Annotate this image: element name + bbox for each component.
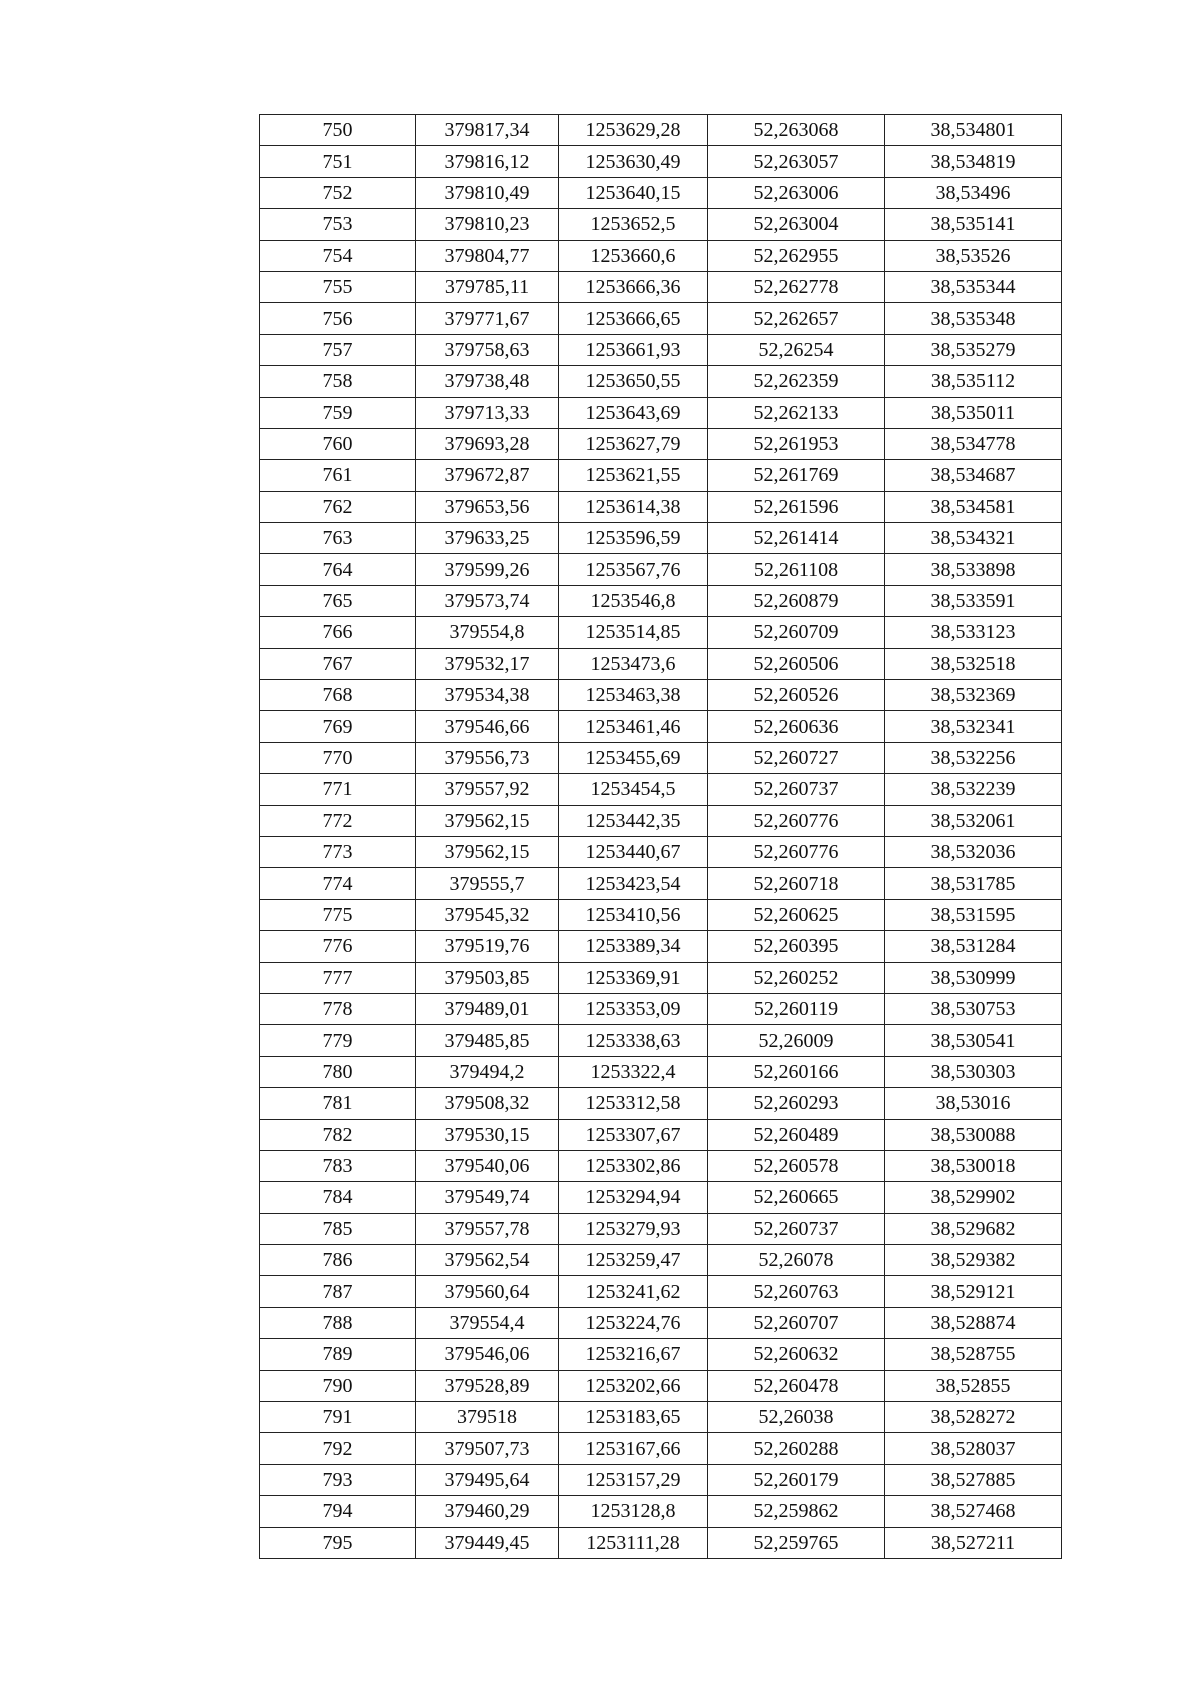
table-row [260, 1245, 1062, 1276]
point-number-cell: 788 [260, 1307, 416, 1338]
table-row [260, 1464, 1062, 1495]
latitude-cell: 52,260478 [708, 1370, 885, 1401]
table-row [260, 962, 1062, 993]
y-coordinate-cell: 1253643,69 [559, 397, 708, 428]
x-coordinate-cell: 379599,26 [416, 554, 559, 585]
y-coordinate-cell: 1253410,56 [559, 899, 708, 930]
y-coordinate-cell: 1253461,46 [559, 711, 708, 742]
latitude-cell: 52,261953 [708, 428, 885, 459]
point-number-cell: 780 [260, 1056, 416, 1087]
point-number-cell: 758 [260, 366, 416, 397]
x-coordinate-cell: 379530,15 [416, 1119, 559, 1150]
point-number-cell: 763 [260, 523, 416, 554]
longitude-cell: 38,534778 [885, 428, 1062, 459]
longitude-cell: 38,533898 [885, 554, 1062, 585]
x-coordinate-cell: 379817,34 [416, 115, 559, 146]
table-row [260, 334, 1062, 365]
latitude-cell: 52,260489 [708, 1119, 885, 1150]
y-coordinate-cell: 1253666,65 [559, 303, 708, 334]
table-row [260, 1370, 1062, 1401]
latitude-cell: 52,260179 [708, 1464, 885, 1495]
latitude-cell: 52,260166 [708, 1056, 885, 1087]
latitude-cell: 52,260707 [708, 1307, 885, 1338]
longitude-cell: 38,531284 [885, 931, 1062, 962]
point-number-cell: 789 [260, 1339, 416, 1370]
longitude-cell: 38,531595 [885, 899, 1062, 930]
table-row [260, 1276, 1062, 1307]
table-row [260, 523, 1062, 554]
longitude-cell: 38,534801 [885, 115, 1062, 146]
table-row [260, 397, 1062, 428]
latitude-cell: 52,260709 [708, 617, 885, 648]
y-coordinate-cell: 1253216,67 [559, 1339, 708, 1370]
y-coordinate-cell: 1253307,67 [559, 1119, 708, 1150]
y-coordinate-cell: 1253369,91 [559, 962, 708, 993]
point-number-cell: 777 [260, 962, 416, 993]
x-coordinate-cell: 379546,66 [416, 711, 559, 742]
latitude-cell: 52,26078 [708, 1245, 885, 1276]
x-coordinate-cell: 379557,92 [416, 774, 559, 805]
latitude-cell: 52,263068 [708, 115, 885, 146]
y-coordinate-cell: 1253157,29 [559, 1464, 708, 1495]
longitude-cell: 38,534581 [885, 491, 1062, 522]
x-coordinate-cell: 379503,85 [416, 962, 559, 993]
longitude-cell: 38,535344 [885, 271, 1062, 302]
table-row [260, 1307, 1062, 1338]
x-coordinate-cell: 379508,32 [416, 1088, 559, 1119]
longitude-cell: 38,535348 [885, 303, 1062, 334]
latitude-cell: 52,260252 [708, 962, 885, 993]
x-coordinate-cell: 379532,17 [416, 648, 559, 679]
y-coordinate-cell: 1253389,34 [559, 931, 708, 962]
x-coordinate-cell: 379693,28 [416, 428, 559, 459]
longitude-cell: 38,530541 [885, 1025, 1062, 1056]
y-coordinate-cell: 1253128,8 [559, 1496, 708, 1527]
latitude-cell: 52,260727 [708, 742, 885, 773]
x-coordinate-cell: 379449,45 [416, 1527, 559, 1558]
longitude-cell: 38,52855 [885, 1370, 1062, 1401]
coordinates-table [259, 114, 1062, 1559]
x-coordinate-cell: 379758,63 [416, 334, 559, 365]
table-row [260, 1088, 1062, 1119]
x-coordinate-cell: 379546,06 [416, 1339, 559, 1370]
longitude-cell: 38,533591 [885, 585, 1062, 616]
table-row [260, 1150, 1062, 1181]
point-number-cell: 756 [260, 303, 416, 334]
y-coordinate-cell: 1253183,65 [559, 1402, 708, 1433]
x-coordinate-cell: 379507,73 [416, 1433, 559, 1464]
table-row [260, 742, 1062, 773]
table-row [260, 585, 1062, 616]
x-coordinate-cell: 379562,15 [416, 805, 559, 836]
point-number-cell: 767 [260, 648, 416, 679]
longitude-cell: 38,530088 [885, 1119, 1062, 1150]
x-coordinate-cell: 379489,01 [416, 993, 559, 1024]
x-coordinate-cell: 379785,11 [416, 271, 559, 302]
point-number-cell: 775 [260, 899, 416, 930]
point-number-cell: 769 [260, 711, 416, 742]
point-number-cell: 768 [260, 680, 416, 711]
point-number-cell: 772 [260, 805, 416, 836]
latitude-cell: 52,260632 [708, 1339, 885, 1370]
y-coordinate-cell: 1253167,66 [559, 1433, 708, 1464]
point-number-cell: 784 [260, 1182, 416, 1213]
table-row [260, 648, 1062, 679]
latitude-cell: 52,261769 [708, 460, 885, 491]
table-row [260, 460, 1062, 491]
point-number-cell: 782 [260, 1119, 416, 1150]
point-number-cell: 790 [260, 1370, 416, 1401]
point-number-cell: 794 [260, 1496, 416, 1527]
x-coordinate-cell: 379554,8 [416, 617, 559, 648]
y-coordinate-cell: 1253224,76 [559, 1307, 708, 1338]
latitude-cell: 52,26038 [708, 1402, 885, 1433]
table-row [260, 115, 1062, 146]
point-number-cell: 778 [260, 993, 416, 1024]
y-coordinate-cell: 1253423,54 [559, 868, 708, 899]
longitude-cell: 38,535011 [885, 397, 1062, 428]
y-coordinate-cell: 1253111,28 [559, 1527, 708, 1558]
table-row [260, 993, 1062, 1024]
table-row [260, 1527, 1062, 1558]
longitude-cell: 38,527885 [885, 1464, 1062, 1495]
x-coordinate-cell: 379518 [416, 1402, 559, 1433]
table-row [260, 240, 1062, 271]
table-row [260, 303, 1062, 334]
y-coordinate-cell: 1253640,15 [559, 177, 708, 208]
table-row [260, 209, 1062, 240]
y-coordinate-cell: 1253353,09 [559, 993, 708, 1024]
latitude-cell: 52,263006 [708, 177, 885, 208]
table-row [260, 554, 1062, 585]
latitude-cell: 52,261596 [708, 491, 885, 522]
latitude-cell: 52,260119 [708, 993, 885, 1024]
x-coordinate-cell: 379633,25 [416, 523, 559, 554]
latitude-cell: 52,260526 [708, 680, 885, 711]
y-coordinate-cell: 1253454,5 [559, 774, 708, 805]
x-coordinate-cell: 379738,48 [416, 366, 559, 397]
y-coordinate-cell: 1253627,79 [559, 428, 708, 459]
point-number-cell: 791 [260, 1402, 416, 1433]
longitude-cell: 38,532369 [885, 680, 1062, 711]
y-coordinate-cell: 1253312,58 [559, 1088, 708, 1119]
point-number-cell: 779 [260, 1025, 416, 1056]
table-row [260, 1402, 1062, 1433]
point-number-cell: 759 [260, 397, 416, 428]
table-row [260, 1182, 1062, 1213]
point-number-cell: 771 [260, 774, 416, 805]
x-coordinate-cell: 379562,15 [416, 836, 559, 867]
y-coordinate-cell: 1253660,6 [559, 240, 708, 271]
point-number-cell: 773 [260, 836, 416, 867]
point-number-cell: 765 [260, 585, 416, 616]
y-coordinate-cell: 1253546,8 [559, 585, 708, 616]
y-coordinate-cell: 1253621,55 [559, 460, 708, 491]
y-coordinate-cell: 1253614,38 [559, 491, 708, 522]
longitude-cell: 38,535279 [885, 334, 1062, 365]
latitude-cell: 52,260763 [708, 1276, 885, 1307]
x-coordinate-cell: 379545,32 [416, 899, 559, 930]
table-row [260, 1339, 1062, 1370]
longitude-cell: 38,529382 [885, 1245, 1062, 1276]
latitude-cell: 52,260506 [708, 648, 885, 679]
table-row [260, 1433, 1062, 1464]
point-number-cell: 783 [260, 1150, 416, 1181]
latitude-cell: 52,260737 [708, 1213, 885, 1244]
x-coordinate-cell: 379771,67 [416, 303, 559, 334]
table-row [260, 428, 1062, 459]
point-number-cell: 787 [260, 1276, 416, 1307]
longitude-cell: 38,532256 [885, 742, 1062, 773]
y-coordinate-cell: 1253455,69 [559, 742, 708, 773]
longitude-cell: 38,527211 [885, 1527, 1062, 1558]
longitude-cell: 38,528755 [885, 1339, 1062, 1370]
point-number-cell: 757 [260, 334, 416, 365]
x-coordinate-cell: 379810,23 [416, 209, 559, 240]
x-coordinate-cell: 379554,4 [416, 1307, 559, 1338]
longitude-cell: 38,534687 [885, 460, 1062, 491]
latitude-cell: 52,260578 [708, 1150, 885, 1181]
x-coordinate-cell: 379713,33 [416, 397, 559, 428]
y-coordinate-cell: 1253652,5 [559, 209, 708, 240]
latitude-cell: 52,260636 [708, 711, 885, 742]
point-number-cell: 754 [260, 240, 416, 271]
latitude-cell: 52,259862 [708, 1496, 885, 1527]
x-coordinate-cell: 379573,74 [416, 585, 559, 616]
longitude-cell: 38,53016 [885, 1088, 1062, 1119]
coordinates-table-body [260, 115, 1062, 1559]
latitude-cell: 52,260776 [708, 805, 885, 836]
x-coordinate-cell: 379804,77 [416, 240, 559, 271]
table-row [260, 774, 1062, 805]
table-row [260, 491, 1062, 522]
latitude-cell: 52,260718 [708, 868, 885, 899]
latitude-cell: 52,263004 [708, 209, 885, 240]
y-coordinate-cell: 1253666,36 [559, 271, 708, 302]
longitude-cell: 38,53496 [885, 177, 1062, 208]
latitude-cell: 52,260288 [708, 1433, 885, 1464]
longitude-cell: 38,532036 [885, 836, 1062, 867]
x-coordinate-cell: 379519,76 [416, 931, 559, 962]
latitude-cell: 52,262657 [708, 303, 885, 334]
latitude-cell: 52,260776 [708, 836, 885, 867]
latitude-cell: 52,26009 [708, 1025, 885, 1056]
table-row [260, 868, 1062, 899]
point-number-cell: 761 [260, 460, 416, 491]
longitude-cell: 38,535112 [885, 366, 1062, 397]
point-number-cell: 753 [260, 209, 416, 240]
point-number-cell: 770 [260, 742, 416, 773]
x-coordinate-cell: 379485,85 [416, 1025, 559, 1056]
point-number-cell: 781 [260, 1088, 416, 1119]
longitude-cell: 38,528874 [885, 1307, 1062, 1338]
longitude-cell: 38,532061 [885, 805, 1062, 836]
longitude-cell: 38,530753 [885, 993, 1062, 1024]
longitude-cell: 38,534321 [885, 523, 1062, 554]
y-coordinate-cell: 1253322,4 [559, 1056, 708, 1087]
latitude-cell: 52,262778 [708, 271, 885, 302]
point-number-cell: 785 [260, 1213, 416, 1244]
y-coordinate-cell: 1253302,86 [559, 1150, 708, 1181]
y-coordinate-cell: 1253259,47 [559, 1245, 708, 1276]
table-row [260, 271, 1062, 302]
y-coordinate-cell: 1253279,93 [559, 1213, 708, 1244]
latitude-cell: 52,262133 [708, 397, 885, 428]
x-coordinate-cell: 379560,64 [416, 1276, 559, 1307]
x-coordinate-cell: 379549,74 [416, 1182, 559, 1213]
table-row [260, 836, 1062, 867]
x-coordinate-cell: 379460,29 [416, 1496, 559, 1527]
x-coordinate-cell: 379556,73 [416, 742, 559, 773]
y-coordinate-cell: 1253596,59 [559, 523, 708, 554]
y-coordinate-cell: 1253442,35 [559, 805, 708, 836]
x-coordinate-cell: 379810,49 [416, 177, 559, 208]
y-coordinate-cell: 1253629,28 [559, 115, 708, 146]
longitude-cell: 38,530018 [885, 1150, 1062, 1181]
longitude-cell: 38,529682 [885, 1213, 1062, 1244]
point-number-cell: 786 [260, 1245, 416, 1276]
longitude-cell: 38,529902 [885, 1182, 1062, 1213]
point-number-cell: 762 [260, 491, 416, 522]
x-coordinate-cell: 379557,78 [416, 1213, 559, 1244]
longitude-cell: 38,530999 [885, 962, 1062, 993]
point-number-cell: 766 [260, 617, 416, 648]
y-coordinate-cell: 1253630,49 [559, 146, 708, 177]
table-row [260, 1025, 1062, 1056]
latitude-cell: 52,260293 [708, 1088, 885, 1119]
y-coordinate-cell: 1253567,76 [559, 554, 708, 585]
table-row [260, 1213, 1062, 1244]
x-coordinate-cell: 379534,38 [416, 680, 559, 711]
y-coordinate-cell: 1253463,38 [559, 680, 708, 711]
latitude-cell: 52,262955 [708, 240, 885, 271]
table-row [260, 805, 1062, 836]
table-row [260, 711, 1062, 742]
x-coordinate-cell: 379672,87 [416, 460, 559, 491]
point-number-cell: 750 [260, 115, 416, 146]
point-number-cell: 751 [260, 146, 416, 177]
y-coordinate-cell: 1253294,94 [559, 1182, 708, 1213]
latitude-cell: 52,260395 [708, 931, 885, 962]
y-coordinate-cell: 1253514,85 [559, 617, 708, 648]
point-number-cell: 793 [260, 1464, 416, 1495]
latitude-cell: 52,259765 [708, 1527, 885, 1558]
point-number-cell: 760 [260, 428, 416, 459]
longitude-cell: 38,528272 [885, 1402, 1062, 1433]
x-coordinate-cell: 379528,89 [416, 1370, 559, 1401]
y-coordinate-cell: 1253473,6 [559, 648, 708, 679]
longitude-cell: 38,528037 [885, 1433, 1062, 1464]
table-row [260, 146, 1062, 177]
latitude-cell: 52,260665 [708, 1182, 885, 1213]
longitude-cell: 38,532341 [885, 711, 1062, 742]
x-coordinate-cell: 379562,54 [416, 1245, 559, 1276]
point-number-cell: 795 [260, 1527, 416, 1558]
latitude-cell: 52,260879 [708, 585, 885, 616]
y-coordinate-cell: 1253202,66 [559, 1370, 708, 1401]
longitude-cell: 38,534819 [885, 146, 1062, 177]
latitude-cell: 52,26254 [708, 334, 885, 365]
table-row [260, 366, 1062, 397]
longitude-cell: 38,532518 [885, 648, 1062, 679]
y-coordinate-cell: 1253440,67 [559, 836, 708, 867]
point-number-cell: 755 [260, 271, 416, 302]
latitude-cell: 52,262359 [708, 366, 885, 397]
x-coordinate-cell: 379540,06 [416, 1150, 559, 1181]
longitude-cell: 38,53526 [885, 240, 1062, 271]
latitude-cell: 52,261414 [708, 523, 885, 554]
longitude-cell: 38,531785 [885, 868, 1062, 899]
point-number-cell: 764 [260, 554, 416, 585]
y-coordinate-cell: 1253241,62 [559, 1276, 708, 1307]
x-coordinate-cell: 379555,7 [416, 868, 559, 899]
y-coordinate-cell: 1253661,93 [559, 334, 708, 365]
longitude-cell: 38,529121 [885, 1276, 1062, 1307]
longitude-cell: 38,527468 [885, 1496, 1062, 1527]
table-row [260, 680, 1062, 711]
point-number-cell: 776 [260, 931, 416, 962]
table-row [260, 899, 1062, 930]
table-row [260, 1496, 1062, 1527]
table-row [260, 1119, 1062, 1150]
x-coordinate-cell: 379494,2 [416, 1056, 559, 1087]
point-number-cell: 792 [260, 1433, 416, 1464]
x-coordinate-cell: 379816,12 [416, 146, 559, 177]
point-number-cell: 752 [260, 177, 416, 208]
point-number-cell: 774 [260, 868, 416, 899]
longitude-cell: 38,535141 [885, 209, 1062, 240]
latitude-cell: 52,263057 [708, 146, 885, 177]
x-coordinate-cell: 379653,56 [416, 491, 559, 522]
latitude-cell: 52,260737 [708, 774, 885, 805]
table-row [260, 177, 1062, 208]
latitude-cell: 52,260625 [708, 899, 885, 930]
longitude-cell: 38,530303 [885, 1056, 1062, 1087]
table-row [260, 931, 1062, 962]
longitude-cell: 38,532239 [885, 774, 1062, 805]
table-row [260, 617, 1062, 648]
x-coordinate-cell: 379495,64 [416, 1464, 559, 1495]
latitude-cell: 52,261108 [708, 554, 885, 585]
table-row [260, 1056, 1062, 1087]
longitude-cell: 38,533123 [885, 617, 1062, 648]
y-coordinate-cell: 1253338,63 [559, 1025, 708, 1056]
y-coordinate-cell: 1253650,55 [559, 366, 708, 397]
